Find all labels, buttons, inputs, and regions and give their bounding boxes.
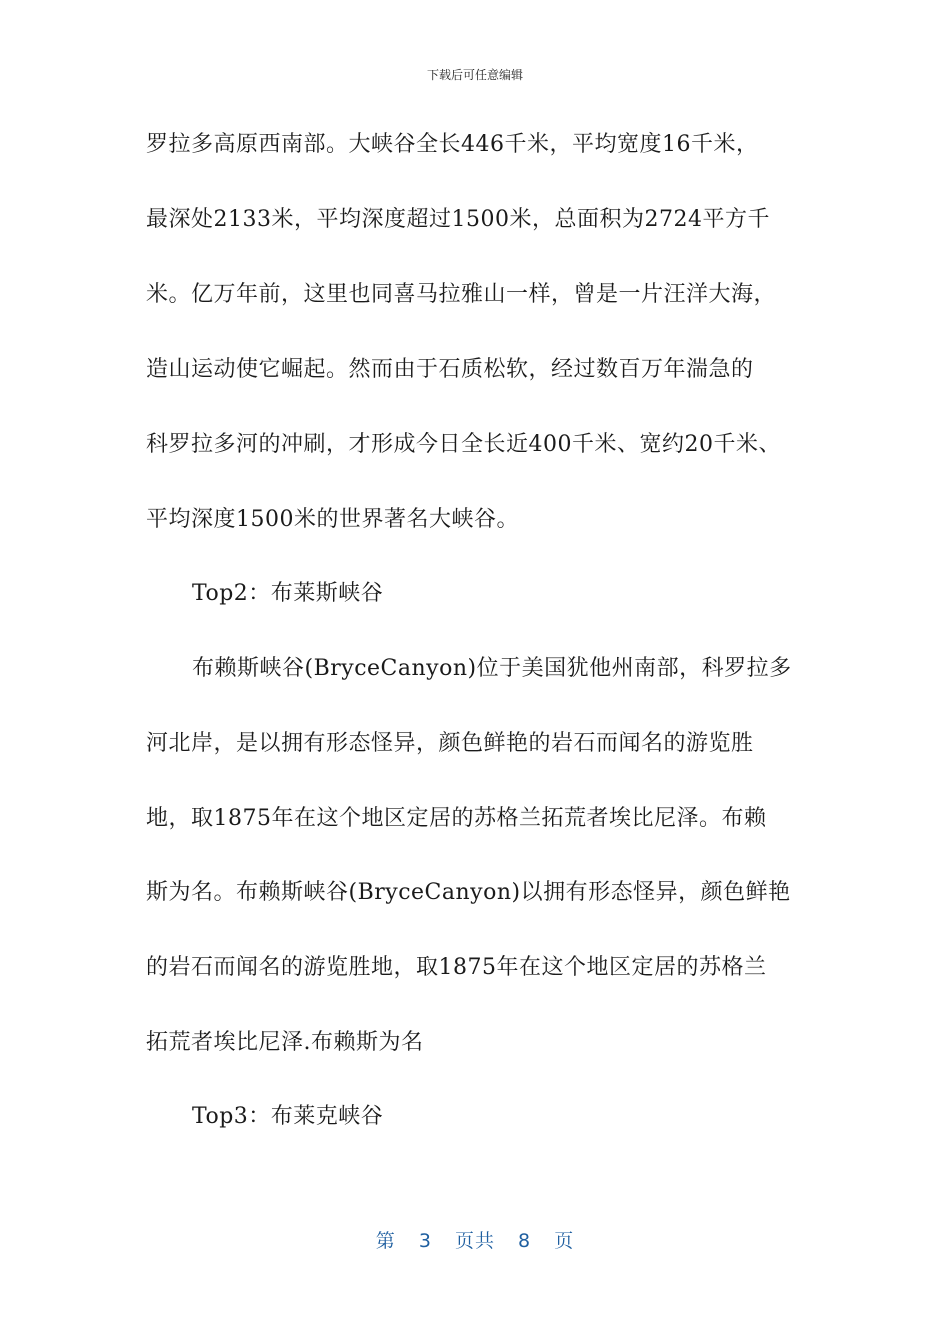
body-line: 河北岸，是以拥有形态怪异，颜色鲜艳的岩石而闻名的游览胜 — [146, 731, 754, 756]
body-line: 斯为名。布赖斯峡谷(BryceCanyon)以拥有形态怪异，颜色鲜艳 — [146, 880, 791, 905]
body-line: 的岩石而闻名的游览胜地，取1875年在这个地区定居的苏格兰 — [146, 955, 767, 980]
current-page-number: 3 — [418, 1230, 432, 1252]
body-line: 布赖斯峡谷(BryceCanyon)位于美国犹他州南部，科罗拉多 — [192, 656, 792, 681]
body-line: 平均深度1500米的世界著名大峡谷。 — [146, 507, 519, 532]
section-heading-top3: Top3：布莱克峡谷 — [192, 1104, 384, 1129]
footer-label-unit: 页 — [554, 1230, 575, 1252]
body-line: 米。亿万年前，这里也同喜马拉雅山一样，曾是一片汪洋大海， — [146, 282, 777, 307]
body-line: 拓荒者埃比尼泽.布赖斯为名 — [146, 1030, 424, 1055]
section-heading-top2: Top2：布莱斯峡谷 — [192, 581, 384, 606]
body-line: 最深处2133米，平均深度超过1500米，总面积为2724平方千 — [146, 207, 770, 232]
footer-label-of: 页共 — [454, 1230, 495, 1252]
total-page-number: 8 — [518, 1230, 532, 1252]
body-line: 科罗拉多河的冲刷，才形成今日全长近400千米、宽约20千米、 — [146, 432, 781, 457]
footer-label-page: 第 — [375, 1230, 396, 1252]
page-footer — [0, 1226, 950, 1253]
body-line: 造山运动使它崛起。然而由于石质松软，经过数百万年湍急的 — [146, 357, 754, 382]
header-note: 下载后可任意编辑 — [426, 68, 523, 82]
body-line: 罗拉多高原西南部。大峡谷全长446千米，平均宽度16千米， — [146, 132, 759, 157]
body-line: 地，取1875年在这个地区定居的苏格兰拓荒者埃比尼泽。布赖 — [146, 806, 767, 831]
